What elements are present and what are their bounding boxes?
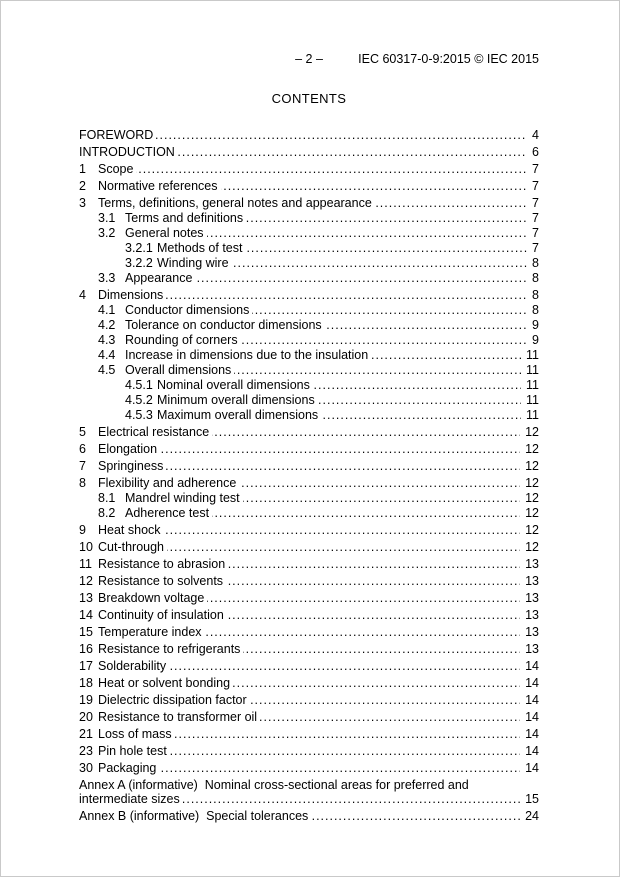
toc-entry-label: Normative references (98, 179, 221, 193)
toc-entry[interactable] (79, 393, 539, 407)
toc-entry[interactable] (79, 256, 539, 270)
toc-entry-page: 8 (527, 271, 539, 285)
toc-entry-page: 14 (520, 744, 539, 758)
toc-entry-label: Heat shock (98, 523, 164, 537)
toc-entry-label: Springiness (98, 459, 166, 473)
doc-reference: IEC 60317-0-9:2015 © IEC 2015 (358, 52, 539, 66)
toc-entry-label: Heat or solvent bonding (98, 676, 233, 690)
toc-entry[interactable] (79, 608, 539, 622)
toc-entry[interactable] (79, 179, 539, 193)
toc-entry-number: ..... 21 (79, 727, 93, 741)
toc-entry-label: Continuity of insulation (98, 608, 227, 622)
toc-entry-number: ..... 11 (79, 557, 92, 571)
toc-entry-number: ..... 23 (79, 744, 93, 758)
toc-entry-label: Minimum overall dimensions (157, 393, 318, 407)
toc-entry[interactable] (79, 162, 539, 176)
toc-entry[interactable] (79, 241, 539, 255)
toc-entry-number: ..... 3.2.1 (125, 241, 153, 255)
toc-entry-label: Conductor dimensions (125, 303, 252, 317)
toc-entry-number: ..... 3.3 (98, 271, 116, 285)
toc-entry-number: ..... 4 (79, 288, 86, 302)
toc-entry[interactable] (79, 659, 539, 673)
table-of-contents (79, 128, 539, 823)
toc-entry-number: ..... 4.5.1 (125, 378, 153, 392)
toc-entry[interactable] (79, 506, 539, 520)
toc-entry-page: 12 (520, 506, 539, 520)
toc-entry-label: Flexibility and adherence (98, 476, 239, 490)
toc-entry-page: 11 (521, 393, 539, 407)
toc-entry-label: Annex A (informative) Nominal cross-sectional areas for preferred and intermediate sizes (79, 778, 469, 806)
toc-entry-label: Nominal overall dimensions (157, 378, 313, 392)
toc-entry-page: 12 (520, 491, 539, 505)
toc-entry-label: Tolerance on conductor dimensions (125, 318, 325, 332)
toc-entry[interactable] (79, 303, 539, 317)
toc-entry-page: 7 (527, 241, 539, 255)
toc-entry-page: 8 (527, 256, 539, 270)
toc-entry[interactable] (79, 761, 539, 775)
toc-entry-page: 12 (520, 459, 539, 473)
toc-entry-page: 12 (520, 442, 539, 456)
toc-entry[interactable] (79, 642, 539, 656)
toc-entry-page: 7 (527, 179, 539, 193)
toc-entry-number: ..... 3.2 (98, 226, 116, 240)
toc-entry[interactable] (79, 591, 539, 605)
toc-entry-page: 7 (527, 196, 539, 210)
toc-entry-number: ..... 4.5.3 (125, 408, 153, 422)
contents-title: CONTENTS (271, 91, 347, 106)
toc-entry-page: 8 (527, 288, 539, 302)
toc-entry-number: ..... 8.2 (98, 506, 116, 520)
toc-entry-label: Dielectric dissipation factor (98, 693, 250, 707)
toc-entry-page: 7 (527, 211, 539, 225)
toc-entry-number: ..... 17 (79, 659, 93, 673)
toc-entry-number: ..... 4.5.2 (125, 393, 153, 407)
toc-entry-number: ..... 18 (79, 676, 93, 690)
toc-entry-label: Winding wire (157, 256, 232, 270)
toc-entry-label: Adherence test (125, 506, 212, 520)
toc-entry-page: 11 (521, 408, 539, 422)
toc-entry-page: 11 (521, 378, 539, 392)
toc-entry[interactable] (79, 540, 539, 554)
toc-entry-page: 24 (520, 809, 539, 823)
toc-entry-label: Scope (98, 162, 136, 176)
toc-entry-page: 7 (527, 162, 539, 176)
toc-entry-number: ..... 4.5 (98, 363, 116, 377)
toc-entry-number: ..... 20 (79, 710, 93, 724)
toc-entry-label: Overall dimensions (125, 363, 234, 377)
toc-entry-number: ..... 3.1 (98, 211, 116, 225)
toc-entry[interactable] (79, 476, 539, 490)
toc-entry[interactable] (79, 778, 539, 806)
toc-entry-label: Resistance to transformer oil (98, 710, 260, 724)
toc-entry-number: ..... 12 (79, 574, 93, 588)
toc-entry-label: Resistance to solvents (98, 574, 226, 588)
toc-entry-number: ..... 5 (79, 425, 86, 439)
toc-entry[interactable] (79, 727, 539, 741)
toc-entry-page: 14 (520, 727, 539, 741)
toc-entry-label: Elongation (98, 442, 160, 456)
toc-entry-page: 14 (520, 693, 539, 707)
toc-entry-label: Resistance to refrigerants (98, 642, 243, 656)
toc-entry-page: 9 (527, 333, 539, 347)
toc-entry-page: 11 (521, 348, 539, 362)
toc-entry-number: ..... 10 (79, 540, 93, 554)
toc-entry-number: ..... 19 (79, 693, 93, 707)
toc-entry-number: ..... 4.3 (98, 333, 116, 347)
toc-entry-page: 13 (520, 625, 539, 639)
toc-entry[interactable] (79, 625, 539, 639)
toc-entry-label: Methods of test (157, 241, 245, 255)
toc-entry[interactable] (79, 523, 539, 537)
toc-entry[interactable] (79, 211, 539, 225)
toc-entry[interactable] (79, 271, 539, 285)
toc-entry-label: Annex B (informative) Special tolerances (79, 809, 311, 823)
toc-entry-label: Loss of mass (98, 727, 175, 741)
toc-entry-number: ..... 3 (79, 196, 86, 210)
toc-entry[interactable] (79, 676, 539, 690)
toc-entry[interactable] (79, 363, 539, 377)
toc-entry-page: 8 (527, 303, 539, 317)
toc-entry-page: 13 (520, 557, 539, 571)
toc-entry-label: Rounding of corners (125, 333, 241, 347)
toc-entry-label: Increase in dimensions due to the insulation (125, 348, 371, 362)
toc-entry-label: Pin hole test (98, 744, 170, 758)
toc-entry-number: ..... 3.2.2 (125, 256, 153, 270)
toc-entry-number: ..... 30 (79, 761, 93, 775)
toc-entry-number: ..... 16 (79, 642, 93, 656)
toc-entry[interactable] (79, 333, 539, 347)
toc-entry[interactable] (79, 408, 539, 422)
toc-entry-label: General notes (125, 226, 207, 240)
toc-entry[interactable] (79, 491, 539, 505)
toc-entry-page: 12 (520, 523, 539, 537)
toc-entry-label: FOREWORD (79, 128, 156, 142)
toc-entry[interactable] (79, 128, 539, 142)
toc-entry-label: Packaging (98, 761, 159, 775)
toc-entry-number: ..... 8.1 (98, 491, 116, 505)
toc-entry[interactable] (79, 809, 539, 823)
toc-entry-number: ..... 4.4 (98, 348, 116, 362)
toc-entry[interactable] (79, 574, 539, 588)
toc-entry[interactable] (79, 744, 539, 758)
toc-entry-page: 13 (520, 591, 539, 605)
toc-entry-page: 14 (520, 761, 539, 775)
toc-entry-number: ..... 6 (79, 442, 86, 456)
toc-entry-number: ..... 9 (79, 523, 86, 537)
toc-entry-label: Solderability (98, 659, 169, 673)
toc-entry-page: 7 (527, 226, 539, 240)
toc-entry[interactable] (79, 226, 539, 240)
toc-entry-label: Dimensions (98, 288, 166, 302)
toc-entry[interactable] (79, 318, 539, 332)
toc-entry[interactable] (79, 288, 539, 302)
toc-entry[interactable] (79, 145, 539, 159)
toc-entry-number: ..... 7 (79, 459, 86, 473)
toc-entry-page: 14 (520, 710, 539, 724)
toc-entry-number: ..... 8 (79, 476, 86, 490)
toc-entry-page: 12 (520, 540, 539, 554)
toc-entry-number: ..... 4.2 (98, 318, 116, 332)
toc-entry[interactable] (79, 710, 539, 724)
toc-entry-page: 9 (527, 318, 539, 332)
toc-entry-label: Electrical resistance (98, 425, 212, 439)
toc-entry-number: ..... 13 (79, 591, 93, 605)
page-header (79, 51, 539, 67)
toc-entry-label: Temperature index (98, 625, 205, 639)
toc-entry-page: 14 (520, 659, 539, 673)
toc-entry-page: 13 (520, 608, 539, 622)
toc-entry[interactable] (79, 378, 539, 392)
toc-entry-label: Resistance to abrasion (98, 557, 228, 571)
toc-entry-page: 13 (520, 642, 539, 656)
toc-entry-page: 15 (520, 792, 539, 806)
toc-entry[interactable] (79, 348, 539, 362)
toc-entry-page: 6 (527, 145, 539, 159)
toc-entry[interactable] (79, 557, 539, 571)
toc-entry-page: 12 (520, 476, 539, 490)
toc-entry[interactable] (79, 442, 539, 456)
toc-entry[interactable] (79, 425, 539, 439)
toc-entry-label: Breakdown voltage (98, 591, 207, 605)
toc-entry-page: 12 (520, 425, 539, 439)
toc-entry-label: Maximum overall dimensions (157, 408, 321, 422)
toc-entry[interactable] (79, 459, 539, 473)
toc-entry-label: Appearance (125, 271, 195, 285)
toc-entry-number: ..... 14 (79, 608, 93, 622)
toc-entry-label: Terms and definitions (125, 211, 246, 225)
toc-entry-label: Cut-through (98, 540, 167, 554)
toc-entry-page: 11 (521, 363, 539, 377)
page-number-header: – 2 – (295, 52, 323, 66)
toc-entry-page: 13 (520, 574, 539, 588)
toc-entry-number: ..... 1 (79, 162, 86, 176)
toc-entry-page: 4 (527, 128, 539, 142)
toc-entry-page: 14 (520, 676, 539, 690)
toc-entry-number: ..... 4.1 (98, 303, 116, 317)
toc-entry[interactable] (79, 693, 539, 707)
toc-entry[interactable] (79, 196, 539, 210)
toc-entry-number: ..... 15 (79, 625, 93, 639)
toc-entry-label: Mandrel winding test (125, 491, 243, 505)
toc-entry-label: Terms, definitions, general notes and appearance (98, 196, 375, 210)
toc-entry-number: ..... 2 (79, 179, 86, 193)
toc-entry-label: INTRODUCTION (79, 145, 178, 159)
